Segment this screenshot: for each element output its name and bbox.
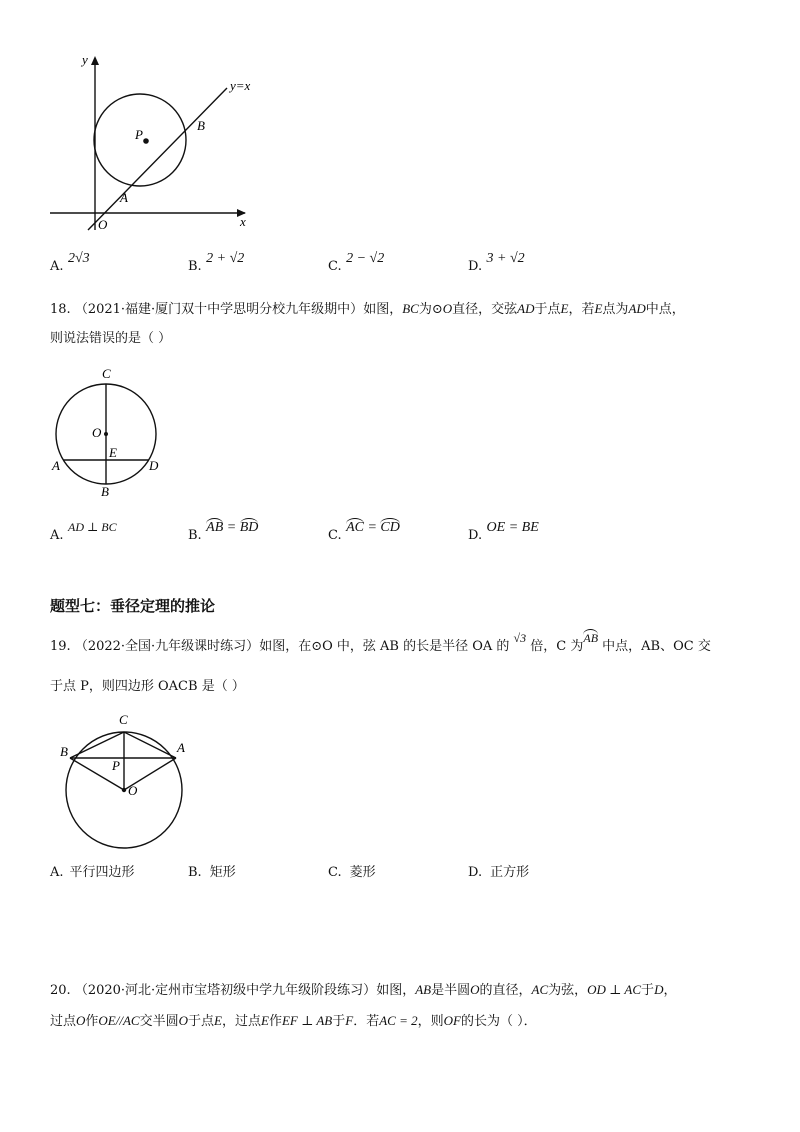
option-letter: B. (188, 259, 202, 274)
q18-text: 如图， (363, 302, 403, 317)
q20-text: ，则 (417, 1014, 444, 1029)
q17-option-a[interactable] (50, 251, 90, 277)
label-a: A (177, 740, 185, 755)
option-letter: A. (50, 865, 64, 880)
q18-option-d[interactable] (468, 520, 539, 546)
option-letter: A. (50, 528, 64, 543)
q20-math-of: OF (443, 1013, 461, 1028)
option-value: 平行四边形 (69, 865, 135, 880)
q20-text: 为弦， (548, 983, 588, 998)
q20-math-ac-eq-2: AC = 2 (379, 1013, 418, 1028)
y-axis-arrow (91, 56, 99, 65)
label-b: B (101, 484, 109, 499)
label-a: A (120, 190, 128, 205)
q18-option-c[interactable] (328, 520, 400, 546)
option-letter: D. (468, 865, 483, 880)
option-value: 矩形 (209, 865, 236, 880)
q20-math-o: O (470, 982, 480, 997)
q19-text: 如图，在⊙O 中，弦 AB 的长是半径 OA 的 (259, 639, 510, 654)
option-value: OE = BE (486, 520, 539, 535)
q18-source: （2021·福建·厦门双十中学思明分校九年级期中） (74, 302, 364, 317)
q17-option-c[interactable] (328, 251, 385, 277)
q18-math-ad: AD (628, 301, 646, 316)
q19-line2: 于点 P，则四边形 OACB 是（ ） (50, 679, 245, 694)
equals: = (223, 520, 240, 535)
label-d: D (149, 458, 159, 473)
q20-math-f: F (345, 1013, 354, 1028)
q20-text: ．若 (353, 1014, 380, 1029)
q18-text: 于点 (534, 302, 561, 317)
option-value (206, 520, 258, 535)
q20-math-d: D (654, 982, 664, 997)
q18-text: ，若 (568, 302, 595, 317)
q20-text: 的长为（ ）． (460, 1014, 537, 1029)
q18-math-o: O (442, 301, 453, 316)
point-o (104, 432, 108, 436)
label-b: B (197, 118, 205, 133)
q18-text: 中点， (645, 302, 685, 317)
point-o (122, 788, 126, 792)
q18-text: 直径，交弦 (452, 302, 518, 317)
arc-ab: AB (206, 520, 224, 535)
label-o: O (128, 783, 138, 798)
q18-math-bc: BC (402, 301, 419, 316)
option-value: 2 + √2 (206, 251, 245, 266)
q19-line1 (50, 631, 711, 657)
option-letter: D. (468, 259, 483, 274)
arc-ac: AC (346, 520, 364, 535)
segment-ca (124, 732, 176, 758)
q20-text: ，过点 (221, 1014, 261, 1029)
option-letter: C. (328, 865, 342, 880)
label-e: E (109, 445, 117, 460)
q20-source: （2020·河北·定州市宝塔初级中学九年级阶段练习） (74, 983, 377, 998)
option-value (346, 520, 400, 535)
segment-bc (70, 732, 124, 758)
q19-option-d[interactable] (468, 863, 529, 883)
q20-math-o: O (76, 1013, 86, 1028)
q17-option-d[interactable] (468, 251, 525, 277)
label-c: C (119, 712, 128, 727)
q18-number: 18. (50, 302, 71, 317)
figure-17 (40, 40, 280, 240)
q20-line2 (50, 1011, 537, 1032)
arc-bd: BD (239, 520, 259, 535)
option-value: 2 − √2 (346, 251, 385, 266)
q18-line1 (50, 299, 685, 320)
option-letter: C. (328, 259, 342, 274)
q18-option-b[interactable] (188, 520, 259, 546)
line-y-eq-x (88, 88, 227, 230)
option-letter: D. (468, 528, 483, 543)
q19-number: 19. (50, 639, 71, 654)
q20-text: 是半圆 (431, 983, 471, 998)
option-value: 正方形 (490, 865, 530, 880)
q18-math-ad: AD (517, 301, 535, 316)
equals: = (363, 520, 381, 535)
q20-number: 20. (50, 983, 71, 998)
q18-text: 点为 (602, 302, 629, 317)
q18-math-e: E (560, 301, 569, 316)
label-x: x (240, 214, 246, 229)
label-b: B (60, 744, 68, 759)
q20-text: 于点 (188, 1014, 215, 1029)
option-value: 2√3 (67, 251, 90, 266)
label-y: y (82, 52, 88, 67)
label-line: y=x (230, 78, 251, 93)
q19-option-b[interactable] (188, 863, 236, 883)
q20-text: ， (663, 983, 677, 998)
label-p: P (135, 127, 143, 142)
q20-text: 于 (332, 1014, 346, 1029)
q19-source: （2022·全国·九年级课时练习） (74, 639, 260, 654)
q19-text: 倍，C 为 (530, 639, 584, 654)
q18-line2: 则说法错误的是（ ） (50, 331, 172, 346)
label-o: O (98, 217, 108, 232)
option-letter: A. (50, 259, 64, 274)
point-p (143, 138, 149, 144)
figure-19 (55, 708, 205, 858)
q20-math-o: O (178, 1013, 188, 1028)
q19-sqrt3: √3 (513, 631, 527, 645)
q20-text: 如图， (376, 983, 416, 998)
q20-math-od-ac: OD ⊥ AC (587, 982, 642, 997)
q18-option-a[interactable] (50, 520, 117, 546)
q20-text: 作 (268, 1014, 282, 1029)
q20-text: 交半圆 (139, 1014, 179, 1029)
figure-18 (45, 362, 175, 502)
arc-cd: CD (380, 520, 400, 535)
option-letter: B. (188, 528, 202, 543)
label-p: P (112, 758, 120, 773)
label-c: C (102, 366, 111, 381)
q18-math-e: E (594, 301, 603, 316)
label-o: O (92, 425, 102, 440)
q20-text: 作 (85, 1014, 99, 1029)
q19-option-c[interactable] (328, 863, 376, 883)
option-letter: B. (188, 865, 202, 880)
option-value: 菱形 (349, 865, 376, 880)
q17-option-b[interactable] (188, 251, 245, 277)
q20-text: 过点 (50, 1014, 77, 1029)
q20-text: 的直径， (479, 983, 532, 998)
option-value: 3 + √2 (486, 251, 525, 266)
q20-line1 (50, 980, 676, 1001)
q20-math-ac: AC (531, 982, 549, 997)
q20-math-e: E (214, 1013, 222, 1028)
option-letter: C. (328, 528, 342, 543)
q20-math-ef-ab: EF ⊥ AB (281, 1013, 333, 1028)
q19-text: 中点，AB、OC 交 (602, 639, 711, 654)
label-a: A (52, 458, 60, 473)
section-title: 题型七：垂径定理的推论 (50, 597, 216, 615)
q19-option-a[interactable] (50, 863, 135, 883)
q20-math-oe-ac: OE//AC (98, 1013, 140, 1028)
option-value: AD ⊥ BC (67, 520, 117, 534)
q18-text: 为⊙ (418, 302, 443, 317)
q19-arc-ab: AB (583, 631, 599, 645)
q20-math-e: E (260, 1013, 269, 1028)
q20-math-ab: AB (415, 982, 432, 997)
q20-text: 于 (641, 983, 655, 998)
